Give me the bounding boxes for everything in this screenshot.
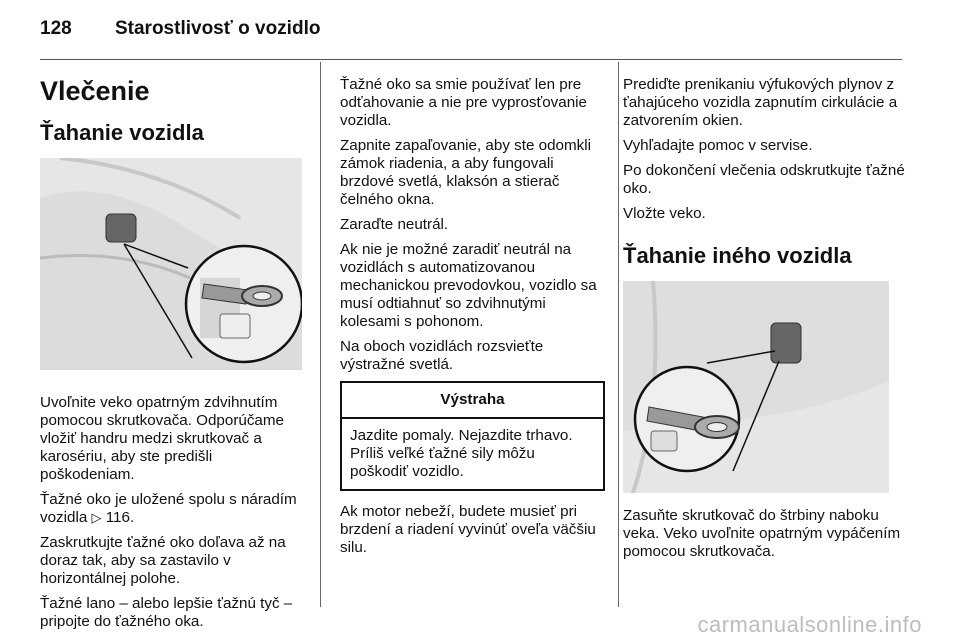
col3-paragraph-5: Zasuňte skrutkovač do štrbiny naboku veka. Veko uvoľnite opatrným vypáčením pomocou skrutkovača. [623,507,901,560]
col3-paragraph-1: Prediďte prenikaniu výfukových plynov z ťahajúceho vozidla zapnutím cirkulácie a zatvorením okien. [623,76,898,129]
col2-paragraph-3: Zaraďte neutrál. [340,216,449,233]
warning-title: Výstraha [342,383,603,419]
column-divider-2 [618,62,619,607]
subsection-title-towing-vehicle: Ťahanie vozidla [40,120,204,145]
column-2 [340,76,605,564]
col2-paragraph-5: Na oboch vozidlách rozsvieťte výstražné svetlá. [340,338,544,373]
page-reference-link[interactable]: 116. [105,509,135,526]
warning-body: Jazdite pomaly. Nejazdite trhavo. Príliš veľké ťažné sily môžu poškodiť vozidlo. [350,427,573,480]
towing-eye-cover-drawing [40,158,302,370]
col3-paragraph-3: Po dokončení vlečenia odskrutkujte ťažné oko. [623,162,905,197]
col3-paragraph-2: Vyhľadajte pomoc v servise. [623,137,813,154]
column-1 [40,76,308,638]
col1-paragraph-1: Uvoľnite veko opatrným zdvihnutím pomocou skrutkovača. Odporúčame vložiť handru medzi skrutkovač a karosériu, aby ste predišli poškodeniam. [40,394,284,483]
col1-paragraph-2-text: Ťažné oko je uložené spolu s náradím vozidla [40,491,297,526]
col2-paragraph-1: Ťažné oko sa smie používať len pre odťahovanie a nie pre vyprosťovanie vozidla. [340,76,587,129]
col1-paragraph-3: Zaskrutkujte ťažné oko doľava až na doraz tak, aby sa zastavilo v horizontálnej polohe. [40,534,286,587]
column-divider-1 [320,62,321,607]
illustration-towing-eye-cover [40,158,302,370]
col2-paragraph-4: Ak nie je možné zaradiť neutrál na vozidlách s automatizovanou mechanickou prevodovkou, vozidlo sa musí odtiahnuť so zdvihnutými kolesami s pohonom. [340,241,597,330]
page-header [40,18,320,40]
header-rule [40,59,902,60]
arrow-reference-icon: ▷ [91,510,102,525]
col2-paragraph-6: Ak motor nebeží, budete musieť pri brzdení a riadení vyvinúť oveľa väčšiu silu. [340,503,596,556]
watermark: carmanualsonline.info [697,612,922,637]
col3-paragraph-4: Vložte veko. [623,205,706,222]
subsection-title-towing-other: Ťahanie iného vozidla [623,243,852,268]
col1-paragraph-4: Ťažné lano – alebo lepšie ťažnú tyč – pripojte do ťažného oka. [40,595,293,630]
col2-paragraph-2: Zapnite zapaľovanie, aby ste odomkli zámok riadenia, a aby fungovali brzdové svetlá, klaksón a stierač čelného okna. [340,137,591,208]
column-3 [623,76,913,568]
illustration-rear-towing-cover [623,281,889,493]
chapter-title: Starostlivosť o vozidlo [114,18,321,39]
rear-towing-cover-drawing [623,281,889,493]
col1-paragraph-2 [40,491,308,527]
section-title: Vlečenie [40,76,150,106]
warning-box [340,381,605,491]
page-number: 128 [40,18,72,39]
